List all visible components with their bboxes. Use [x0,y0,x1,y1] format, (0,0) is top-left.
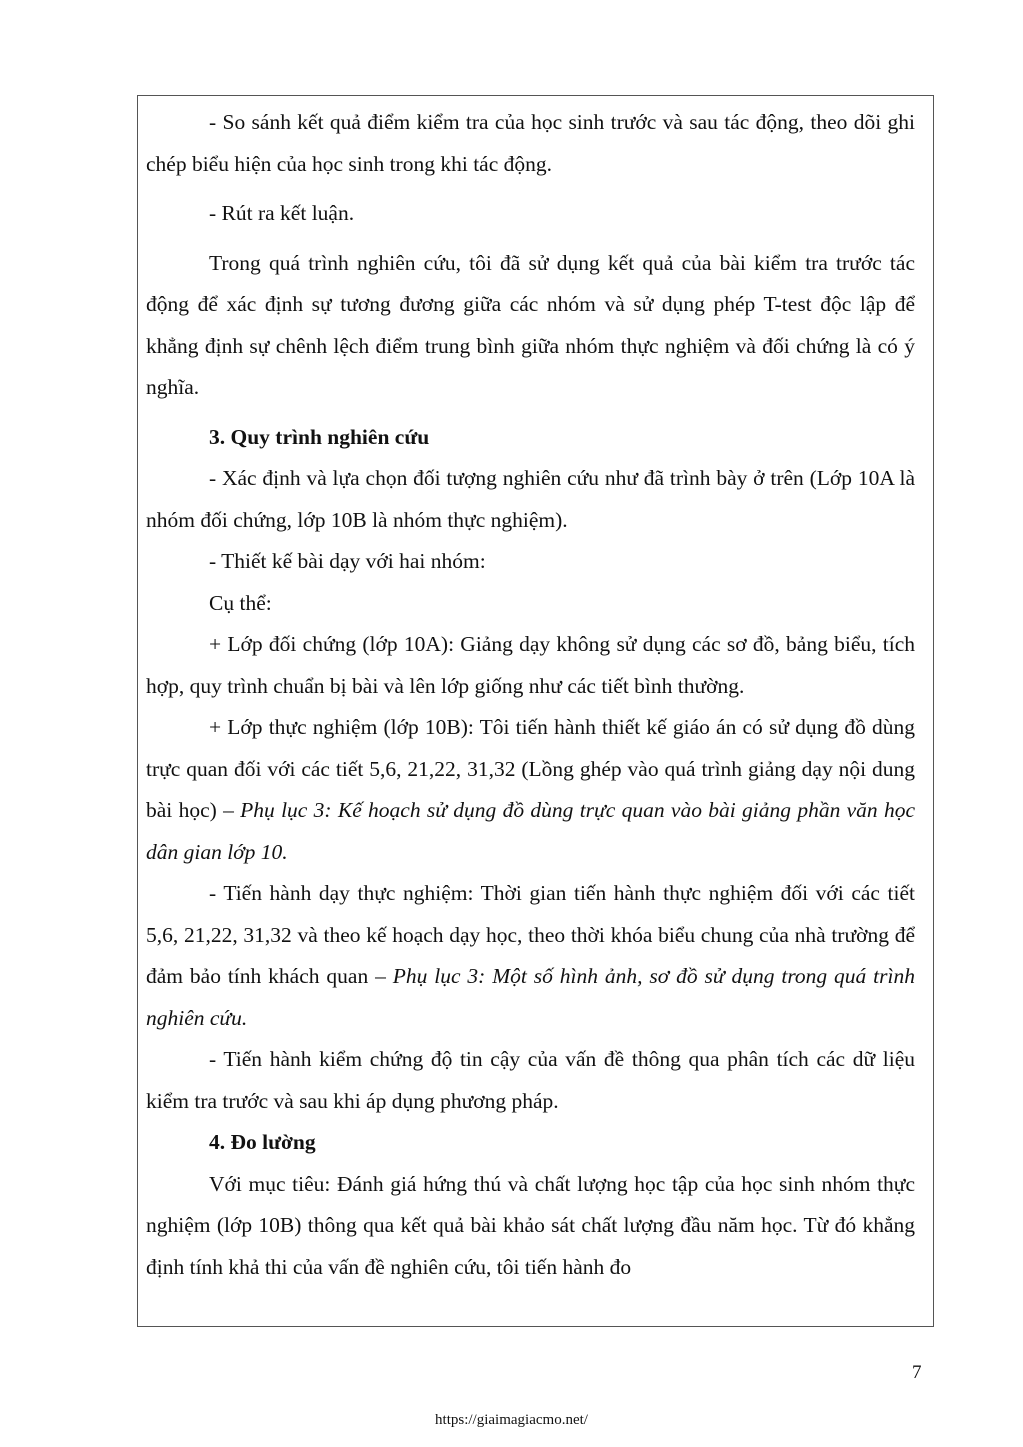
heading-research-process: 3. Quy trình nghiên cứu [209,424,430,449]
paragraph-compare-results: - So sánh kết quả điểm kiểm tra của học sinh trước và sau tác động, theo dõi ghi chép biểu hiện của học sinh trong khi tác động. [146,110,915,176]
paragraph-teaching-experiment: - Tiến hành dạy thực nghiệm: Thời gian tiến hành thực nghiệm đối với các tiết 5,6, 21,22, 31,32 và theo kế hoạch dạy học, theo thời khóa biểu chung của nhà trường để đảm bảo tính khách quan – Phụ lục 3: Một số hình ảnh, sơ đồ sử dụng trong quá trình nghiên cứu. [146,881,915,1030]
document-body [146,102,915,1288]
page-number: 7 [912,1362,922,1383]
paragraph-research-method: Trong quá trình nghiên cứu, tôi đã sử dụng kết quả của bài kiểm tra trước tác động để xác định sự tương đương giữa các nhóm và sử dụng phép T-test độc lập để khẳng định sự chênh lệch điểm trung bình giữa nhóm thực nghiệm và đối chứng là có ý nghĩa. [146,250,915,399]
heading-measurement: 4. Đo lường [209,1130,316,1154]
paragraph-conclusion: - Rút ra kết luận. [209,201,355,225]
paragraph-lesson-design: - Thiết kế bài dạy với hai nhóm: [209,549,486,573]
paragraph-experimental-class: + Lớp thực nghiệm (lớp 10B): Tôi tiến hành thiết kế giáo án có sử dụng đồ dùng trực quan đối với các tiết 5,6, 21,22, 31,32 (Lồng ghép vào quá trình giảng dạy nội dung bài học) – Phụ lục 3: Kế hoạch sử dụng đồ dùng trực quan vào bài giảng phần văn học dân gian lớp 10. [146,715,916,864]
content-frame [137,95,934,1327]
paragraph-specifically: Cụ thể: [209,590,272,615]
paragraph-control-class: + Lớp đối chứng (lớp 10A): Giảng dạy không sử dụng các sơ đồ, bảng biểu, tích hợp, quy trình chuẩn bị bài và lên lớp giống như các tiết bình thường. [146,632,915,698]
paragraph-select-subjects: - Xác định và lựa chọn đối tượng nghiên cứu như đã trình bày ở trên (Lớp 10A là nhóm đối chứng, lớp 10B là nhóm thực nghiệm). [146,466,915,532]
appendix-reference: Phụ lục 3: Một số hình ảnh, sơ đồ sử dụng trong quá trình nghiên cứu. [146,964,915,1030]
appendix-reference: Phụ lục 3: Kế hoạch sử dụng đồ dùng trực quan vào bài giảng phần văn học dân gian lớp 10. [146,798,916,864]
paragraph-reliability-check: - Tiến hành kiểm chứng độ tin cậy của vấn đề thông qua phân tích các dữ liệu kiểm tra trước và sau khi áp dụng phương pháp. [146,1047,915,1113]
footer-url: https://giaimagiacmo.net/ [435,1412,588,1428]
paragraph-objective: Với mục tiêu: Đánh giá hứng thú và chất lượng học tập của học sinh nhóm thực nghiệm (lớp 10B) thông qua kết quả bài khảo sát chất lượng đầu năm học. Từ đó khẳng định tính khả thi của vấn đề nghiên cứu, tôi tiến hành đo [146,1171,915,1279]
